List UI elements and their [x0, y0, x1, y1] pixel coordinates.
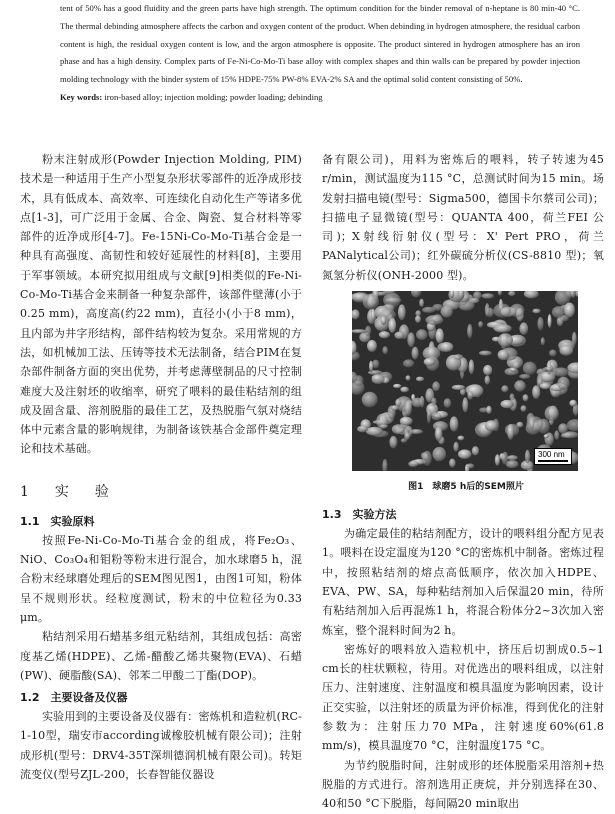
materials-paragraph-2: 粘结剂采用石蜡基多组元粘结剂，其组成包括：高密度基乙烯(HDPE)、乙烯-醋酸乙烯共聚物(EVA)、石蜡(PW)、硬脂酸(SA)、邻苯二甲酸二丁酯(DOP)。: [20, 630, 302, 682]
sem-particle: [507, 455, 518, 460]
sem-particle: [501, 385, 508, 392]
sem-particle: [441, 306, 453, 318]
sem-particle: [564, 303, 575, 318]
sem-particle: [466, 463, 474, 468]
sem-particle: [405, 400, 412, 416]
sem-particle: [498, 350, 509, 361]
sem-particle: [393, 384, 401, 388]
sem-particle: [549, 350, 556, 357]
section-1-title: 1 实 验: [20, 483, 115, 500]
sem-particle: [381, 316, 387, 325]
sem-particle: [392, 424, 405, 434]
left-column: [20, 150, 302, 784]
sem-micrograph: [352, 291, 578, 471]
sem-particle: [525, 450, 530, 464]
sem-particle: [510, 304, 525, 317]
sem-particle: [385, 298, 401, 304]
sem-particle: [519, 374, 530, 379]
sem-particle: [371, 309, 375, 322]
sem-particle: [544, 434, 549, 438]
sem-particle: [557, 377, 569, 390]
sem-particle: [467, 391, 473, 400]
sem-particle: [432, 381, 440, 391]
sem-particle: [540, 383, 551, 389]
sem-particle: [400, 387, 409, 393]
sem-particle: [407, 332, 415, 347]
figure-1-caption: 图1 球磨5 h后的SEM照片: [408, 482, 524, 493]
sem-particle: [431, 412, 441, 420]
sem-particle: [537, 317, 543, 330]
sem-particle: [572, 332, 577, 345]
sem-particle: [403, 359, 414, 367]
equipment-paragraph: 实验用到的主要设备及仪器有：密炼机和造粒机(RC-1-10型，瑞安市according诚橡胶机械有限公司)；注射成形机(型号：DRV4-35T深圳德润机械有限公司)。转矩流变仪(型号ZJL-200，长春智能仪器设: [20, 710, 302, 782]
sem-particle: [507, 424, 514, 440]
sem-particle: [369, 361, 373, 372]
figure-1: [352, 291, 580, 492]
sem-particle: [389, 436, 397, 448]
sem-particle: [453, 442, 458, 452]
sem-particle: [495, 454, 500, 466]
intro-paragraph: 粉末注射成形(Powder Injection Molding, PIM)技术是一种适用于生产小型复杂形状零部件的近净成形技术，具有低成本、高效率、可连续化自动化生产等诸多优点[1-3]，可广泛用于金属、合金、陶瓷、复合材料等零部件的近净成形[4-7]。Fe-15Ni-Co-Mo-Ti基合金是一种具有高强度、高韧性和较好延展性的材料[8]，主要用于军事领域。本研究拟用组成与文献[9]相类似的Fe-Ni-Co-Mo-Ti基合金来制备一种复杂部件，该部件壁薄(小于0.25 mm)，高度高(约22 mm)，直径小(小于8 mm)，且内部为井字形结构，部件结构较为复杂。采用常规的方法，如机械加工法、压铸等技术无法制备，结合PIM在复杂部件制备方面的突出优势，并考虑薄壁制品的尺寸控制难度大及注射坯的收缩率，研究了喂料的最佳粘结剂的组成及固含量、溶剂脱脂的最佳工艺，及热脱脂气氛对烧结体中元素含量的影响规律，为制备该铁基合金部件奠定理论和技术基础。: [20, 153, 302, 456]
sem-particle: [416, 377, 424, 382]
sem-particle: [498, 333, 513, 347]
method-paragraph-3: 为节约脱脂时间，注射成形的坯体脱脂采用溶剂+热脱脂的方式进行。溶剂选用正庚烷，并分别选择在30、40和50 °C下脱脂，每间隔20 min取出: [322, 758, 604, 811]
sem-particle: [379, 424, 388, 428]
sem-particle: [519, 322, 528, 334]
sem-particle: [514, 380, 525, 391]
sem-particle: [412, 398, 424, 408]
sem-particle: [382, 346, 388, 354]
sem-particle: [523, 362, 537, 375]
sem-particle: [372, 374, 385, 384]
materials-paragraph-1: 按照Fe-Ni-Co-Mo-Ti基合金的组成，将Fe₂O₃、NiO、Co₃O₄和钼粉等粉末进行混合，加水球磨5 h，混合粉末经球磨处理后的SEM图见图1，由图1可知，粉体呈不规则形状。经粒度测试，粉末的中位粒径为0.33 μm。: [20, 533, 302, 624]
sem-particle: [472, 446, 479, 455]
sem-particle: [523, 394, 529, 401]
sem-particle: [422, 451, 431, 466]
sem-particle: [478, 321, 483, 327]
scale-bar-label: 300 nm: [538, 450, 565, 460]
sem-particle: [458, 449, 471, 459]
sem-particle: [436, 328, 444, 343]
sem-particle: [362, 392, 378, 407]
keywords-line: [60, 89, 580, 107]
scale-bar: [534, 448, 572, 465]
sem-particle: [494, 324, 512, 332]
sem-particle: [485, 420, 498, 431]
sem-particle: [545, 406, 559, 421]
sem-particle: [513, 361, 520, 369]
right-column: [322, 150, 604, 814]
sem-particle: [521, 405, 527, 412]
sem-particle: [558, 423, 568, 433]
subsection-1-1-title: 1.1 实验原料: [20, 514, 95, 528]
sem-particle: [559, 345, 573, 356]
sem-particle: [422, 307, 436, 313]
sem-particle: [485, 375, 491, 384]
sem-particle: [444, 398, 452, 407]
english-abstract: [60, 0, 580, 107]
sem-particle: [357, 426, 368, 433]
sem-particle: [548, 314, 552, 328]
sem-particle: [543, 367, 552, 371]
sem-particle: [435, 427, 443, 442]
sem-particle: [416, 329, 427, 340]
sem-particle: [501, 400, 514, 408]
sem-particle: [526, 416, 543, 431]
sem-particle: [486, 406, 492, 414]
sem-particle: [493, 304, 511, 318]
sem-particle: [440, 342, 453, 352]
sem-particle: [553, 367, 569, 376]
method-paragraph-2: 密炼好的喂料放入造粒机中，挤压后切割成0.5~1 cm长的柱状颗粒，待用。对优选出的喂料组成，以注射压力、注射速度、注射温度和模具温度为影响因素，设计正交实验，以注射坯的质量为评价标准，得到优化的注射参数为：注射压力70 MPa，注射速度60%(61.8 mm/s)，模具温度70 °C，注射温度175 °C。: [322, 642, 604, 753]
keywords-label: Key words:: [60, 91, 103, 102]
sem-particle: [415, 315, 421, 323]
sem-particle: [426, 315, 444, 325]
sem-particle: [419, 299, 424, 307]
sem-particle: [406, 375, 411, 380]
sem-particle: [404, 432, 410, 440]
sem-particle: [469, 360, 475, 375]
sem-particle: [400, 417, 413, 426]
method-paragraph-1: 为确定最佳的粘结剂配方，设计的喂料组分配方见表1。喂料在设定温度为120 °C的密炼机中制备。密炼过程中，按照粘结剂的熔点高低顺序，依次加入HDPE、EVA、PW、SA，每种粘结剂加入后保温20 min，待所有粘结剂加入后再混炼1 h，将混合粉体分2~3次加入密炼室，整个混料时间为2 h。: [322, 527, 604, 637]
abstract-text: tent of 50% has a good fluidity and the green parts have high strength. The optimum condition for the binder removal of n-heptane is 80 min-40 °C. The thermal debinding atmosphere affects the carbon and oxygen content of the product. When debinding in hydrogen atmosphere, the residual carbon content is high, the residual oxygen content is low, and the argon atmosphere is opposite. The product sintered in hydrogen atmosphere has an iron phase and has a high density. Complex parts of Fe-Ni-Co-Mo-Ti base alloy with complex shapes and thin walls can be prepared by powder injection molding technology with the binder system of 15% HDPE-75% PW-8% EVA-2% SA and the optimal solid content consisting of 50%.: [60, 3, 580, 85]
sem-particle: [424, 358, 436, 366]
sem-particle: [367, 340, 377, 352]
sem-particle: [554, 430, 559, 440]
sem-particle: [388, 318, 396, 333]
sem-particles-graphic: [352, 291, 578, 471]
sem-particle: [450, 416, 459, 431]
sem-particle: [379, 331, 390, 338]
keywords-text: iron-based alloy; injection molding; powder loading; debinding: [104, 91, 323, 102]
sem-particle: [479, 351, 492, 356]
sem-particle: [541, 337, 545, 345]
sem-particle: [363, 294, 379, 310]
sem-particle: [462, 397, 468, 412]
sem-particle: [427, 409, 431, 424]
sem-particle: [391, 405, 399, 410]
subsection-1-3-title: 1.3 实验方法: [322, 508, 397, 522]
sem-particle: [510, 393, 515, 400]
sem-particle: [408, 461, 418, 467]
scale-bar-line: [538, 460, 568, 462]
equipment-paragraph-continued: 备有限公司)，用料为密炼后的喂料，转子转速为45 r/min，测试温度为115 °C，总测试时间为15 min。场发射扫描电镜(型号：Sigma500，德国卡尔蔡司公司)；扫描电子显微镜(型号：QUANTA 400，荷兰FEI 公司)；X射线衍射仪(型号：X' Pert PRO，荷兰PANalytical公司)；红外碳硫分析仪(CS-8810 型)；氧氮氢分析仪(ONH-2000 型)。: [322, 153, 604, 282]
sem-particle: [458, 436, 465, 441]
sem-particle: [569, 400, 576, 407]
sem-particle: [433, 447, 447, 461]
subsection-1-2-title: 1.2 主要设备及仪器: [20, 691, 128, 705]
sem-particle: [532, 309, 540, 314]
sem-particle: [452, 385, 465, 390]
sem-particle: [453, 354, 463, 359]
sem-particle: [485, 303, 490, 317]
sem-particle: [467, 324, 472, 338]
sem-particle: [412, 347, 419, 360]
sem-particle: [394, 332, 404, 340]
sem-particle: [516, 422, 523, 428]
sem-particle: [482, 293, 495, 299]
sem-particle: [449, 459, 456, 468]
sem-particle: [431, 398, 436, 406]
sem-particle: [483, 365, 492, 375]
sem-particle: [398, 304, 406, 320]
sem-particle: [366, 427, 383, 436]
sem-particle: [469, 298, 479, 304]
sem-particle: [530, 418, 535, 430]
